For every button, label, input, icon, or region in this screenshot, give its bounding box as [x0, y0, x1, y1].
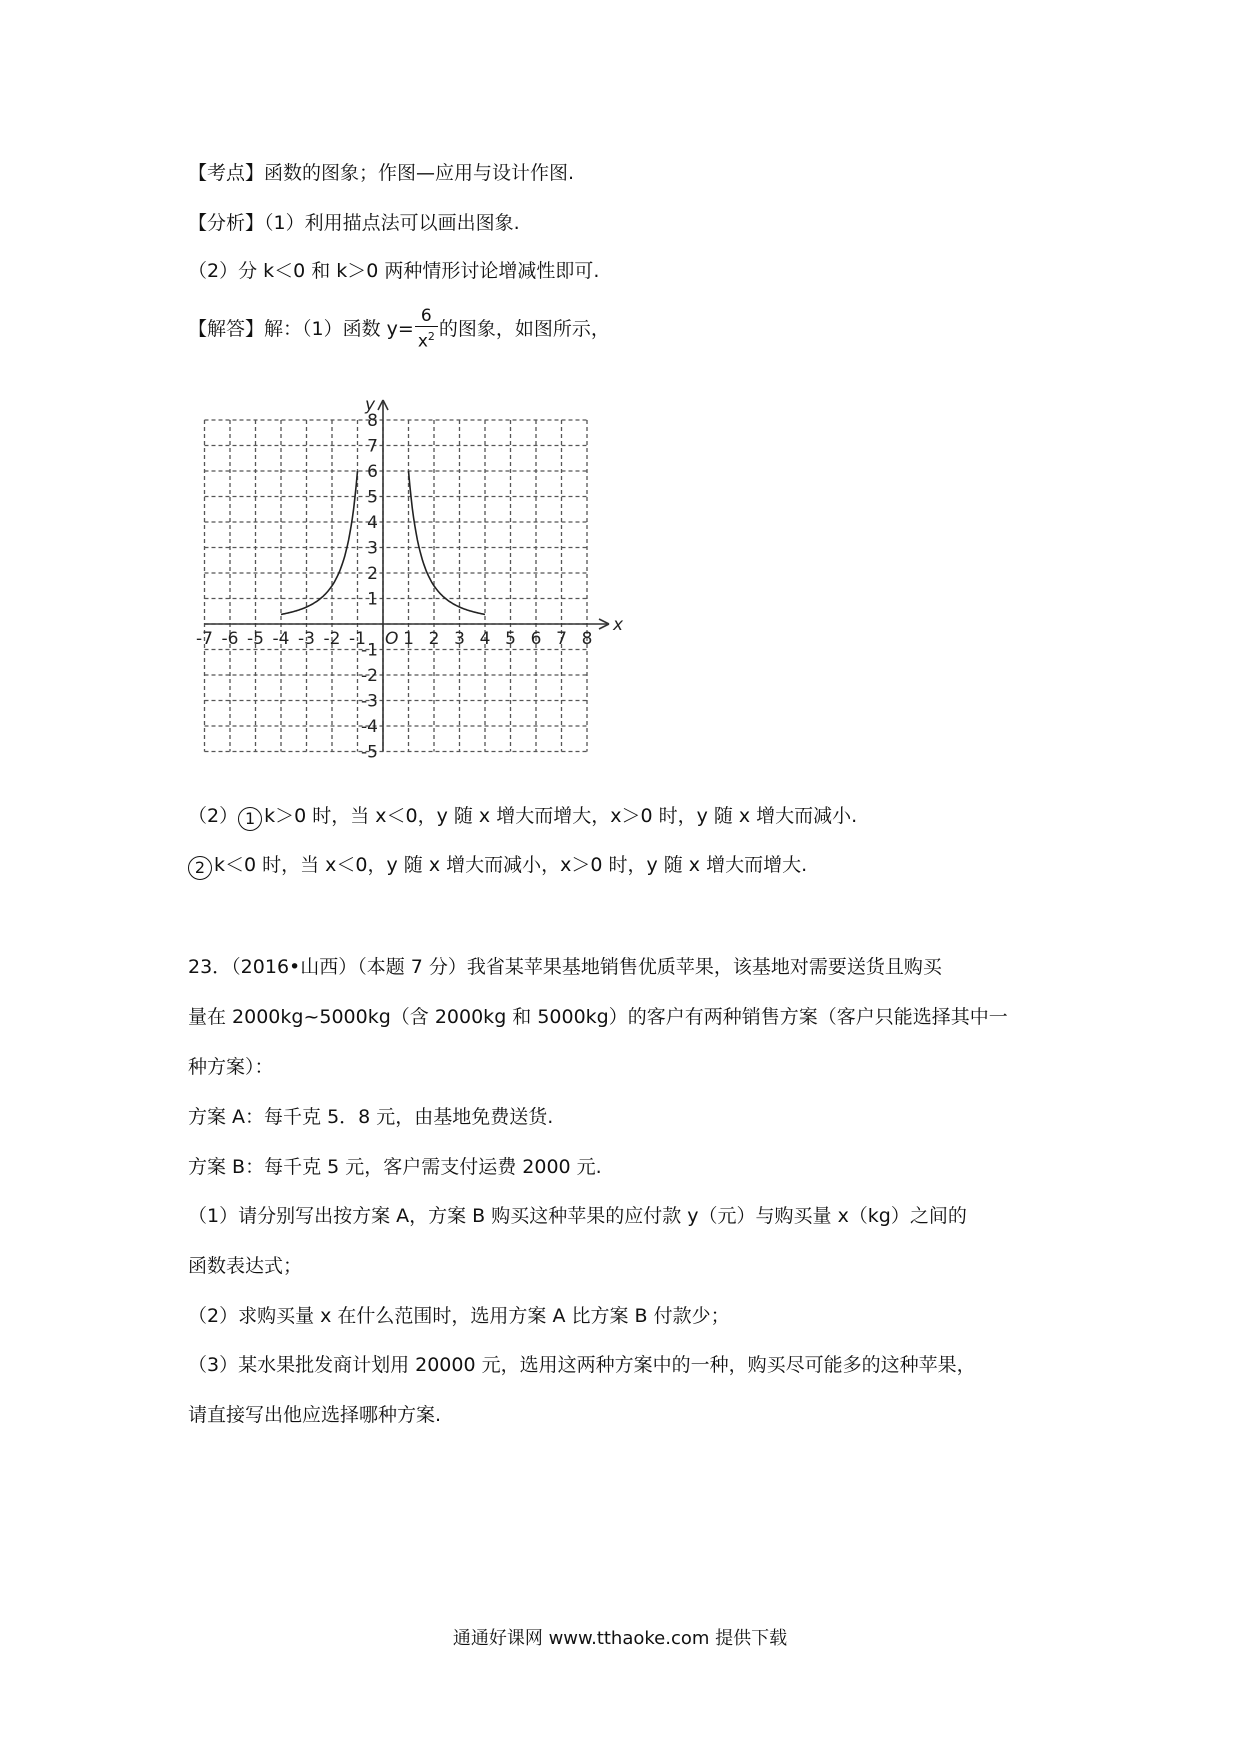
sub-question-3-line-2: 请直接写出他应选择哪种方案.	[188, 1404, 442, 1426]
origin-label: O	[385, 629, 399, 649]
y-tick-label: -4	[361, 717, 378, 737]
y-tick-label: -1	[361, 640, 378, 661]
x-tick-label: -4	[272, 629, 290, 649]
y-tick-label: -2	[361, 666, 378, 686]
function-graph	[188, 372, 628, 780]
kaodian-text: 函数的图象；作图—应用与设计作图.	[264, 162, 575, 184]
kaodian-line	[188, 160, 574, 186]
fraction-6-over-x2	[415, 307, 438, 352]
y-tick-label: 6	[367, 462, 378, 482]
jieda-suffix: 的图象，如图所示，	[438, 317, 610, 340]
plan-a: 方案 A：每千克 5．8 元，由基地免费送货.	[188, 1106, 554, 1128]
answer2-text-1: k＞0 时，当 x＜0，y 随 x 增大而增大，x＞0 时，y 随 x 增大而减小.	[264, 805, 858, 827]
q23-line-3: 种方案）：	[188, 1056, 274, 1078]
fenxi-line-1	[188, 210, 520, 236]
x-tick-label: -5	[247, 629, 264, 649]
fraction-exponent: 2	[427, 330, 435, 343]
sub-question-3-line-1: （3）某水果批发商计划用 20000 元，选用这两种方案中的一种，购买尽可能多的这种苹果，	[188, 1354, 976, 1376]
sub-question-1-line-2: 函数表达式；	[188, 1255, 303, 1277]
q23-line-2: 量在 2000kg~5000kg（含 2000kg 和 5000kg）的客户有两种销售方案（客户只能选择其中一	[188, 1006, 1008, 1028]
y-tick-label: 7	[367, 436, 378, 457]
y-tick-label: 8	[367, 411, 378, 431]
grid	[205, 420, 588, 752]
y-tick-label: -3	[361, 691, 378, 712]
circled-number-1: 1	[238, 807, 262, 831]
x-tick-label: 6	[530, 629, 542, 649]
circled-number-2: 2	[188, 856, 212, 880]
answer2-text-2: k＜0 时，当 x＜0，y 随 x 增大而减小，x＞0 时，y 随 x 增大而增大.	[214, 854, 808, 876]
q23-line-1: 23．（2016•山西）（本题 7 分）我省某苹果基地销售优质苹果，该基地对需要送货且购买	[188, 956, 942, 978]
x-tick-label: -1	[349, 629, 366, 649]
x-tick-label: 4	[479, 629, 491, 649]
x-axis-label: x	[613, 615, 624, 635]
x-tick-label: 3	[454, 629, 465, 649]
x-tick-label: 8	[581, 629, 593, 649]
x-tick-label: 7	[556, 629, 567, 649]
x-tick-label: 2	[428, 629, 440, 649]
answer2-line-1	[188, 803, 857, 831]
fenxi-label: 【分析】	[188, 212, 265, 234]
y-tick-label: -5	[361, 742, 378, 763]
fraction-denominator	[415, 327, 438, 352]
x-tick-label: -6	[221, 629, 239, 649]
x-tick-label: -3	[298, 629, 315, 649]
fraction-numerator: 6	[415, 307, 438, 327]
fraction-base: x	[417, 331, 428, 352]
y-tick-label: 2	[367, 564, 378, 584]
y-tick-label: 1	[367, 589, 378, 610]
sub-question-1-line-1: （1）请分别写出按方案 A，方案 B 购买这种苹果的应付款 y（元）与购买量 x（kg）之间的	[188, 1205, 967, 1227]
jieda-label: 【解答】	[188, 317, 265, 340]
footer-credit: 通通好课网 www.tthaoke.com 提供下载	[452, 1628, 788, 1649]
plan-b: 方案 B：每千克 5 元，客户需支付运费 2000 元.	[188, 1156, 602, 1178]
curve-left-branch	[281, 471, 358, 614]
y-tick-label: 5	[367, 487, 378, 508]
fenxi-line-2: （2）分 k＜0 和 k＞0 两种情形讨论增减性即可.	[188, 260, 600, 282]
y-axis-label: y	[365, 395, 376, 415]
y-tick-label: 3	[367, 538, 378, 559]
x-tick-label: -2	[323, 629, 341, 649]
y-tick-label: 4	[367, 513, 378, 533]
x-tick-label: 5	[505, 629, 516, 649]
sub-question-2: （2）求购买量 x 在什么范围时，选用方案 A 比方案 B 付款少；	[188, 1305, 730, 1327]
x-tick-label: -7	[196, 629, 213, 649]
curve-right-branch	[409, 471, 486, 614]
fenxi-text-1: （1）利用描点法可以画出图象.	[264, 212, 520, 234]
jieda-prefix: 解：（1）函数 y=	[264, 317, 414, 340]
jieda-line	[188, 307, 610, 352]
answer2-line-2	[188, 852, 807, 880]
x-tick-label: 1	[403, 629, 414, 649]
kaodian-label: 【考点】	[188, 162, 265, 184]
answer2-prefix: （2）	[188, 805, 239, 827]
